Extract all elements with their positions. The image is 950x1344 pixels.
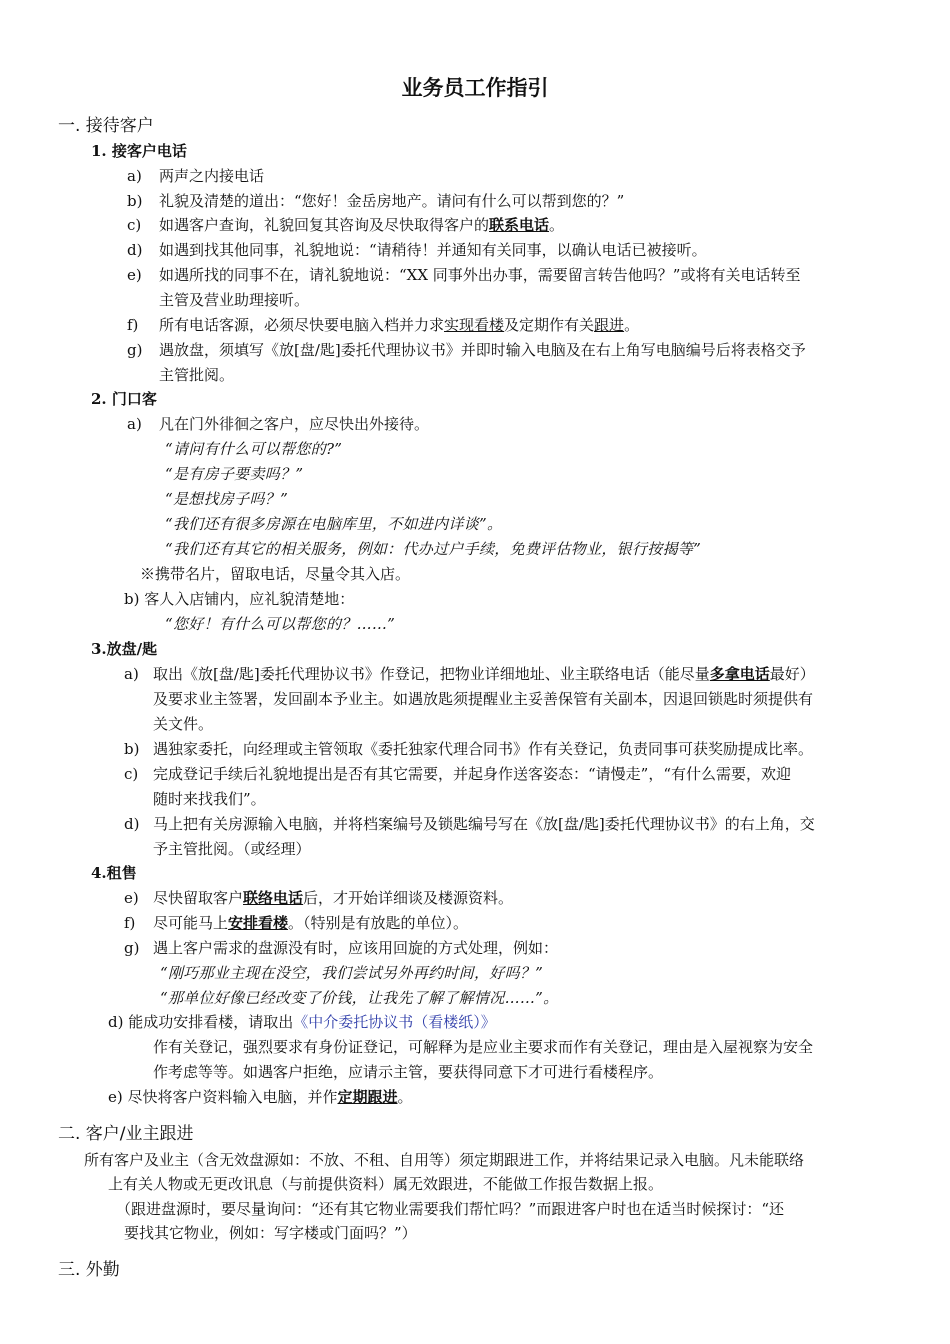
emphasis-more-phones: 多拿电话 — [709, 665, 770, 683]
script-quote: “刚巧那业主现在没空，我们尝试另外再约时间，好吗？” — [160, 964, 544, 982]
followup-para-line2: 上有关人物或无更改讯息（与前提供资料）属无效跟进，不能做工作报告数据上报。 — [108, 1175, 664, 1193]
emphasis-contact-phone: 联系电话 — [489, 216, 550, 234]
item-marker: c) — [124, 765, 139, 783]
text-span: 取出《放[盘/匙]委托代理协议书》作登记，把物业详细地址、业主联络电话（能尽量 — [153, 665, 710, 683]
item-marker: e) — [124, 889, 139, 907]
listing-item-c-line2: 随时来找我们”。 — [153, 790, 266, 808]
section-heading-followup: 二. 客户/业主跟进 — [58, 1124, 194, 1144]
text-span: 及定期作有关 — [504, 316, 595, 334]
item-marker: g) — [127, 341, 143, 359]
phone-item-a: 两声之内接电话 — [159, 167, 265, 185]
walkin-note: ※携带名片，留取电话，尽量令其入店。 — [140, 565, 411, 583]
phone-item-f — [159, 315, 639, 335]
rental-item-d-line3: 作考虑等等。如遇客户拒绝，应请示主管，要获得同意下才可进行看楼程序。 — [153, 1063, 664, 1081]
text-span: 。 — [624, 316, 640, 334]
script-quote: “我们还有很多房源在电脑库里，不如进内详谈”。 — [165, 515, 503, 533]
subheading-rental: 4.租售 — [91, 864, 137, 882]
item-marker: e) — [127, 266, 142, 284]
text-span: 尽快留取客户 — [153, 889, 244, 907]
text-span: 。（特别是有放匙的单位）。 — [288, 914, 469, 932]
rental-item-d — [108, 1012, 496, 1032]
emphasis-contact-phone: 联络电话 — [243, 889, 304, 907]
rental-item-d-line2: 作有关登记，强烈要求有身份证登记，可解释为是应业主要求而作有关登记，理由是入屋视察为安全 — [153, 1038, 814, 1056]
rental-item-f — [153, 913, 468, 933]
followup-para-line3: （跟进盘源时，要尽量询问：“还有其它物业需要我们帮忙吗？”而跟进客户时也在适当时候探讨：“还 — [116, 1200, 785, 1218]
item-marker: f) — [124, 914, 136, 932]
emphasis-regular-followup: 定期跟进 — [337, 1088, 398, 1106]
item-marker: b) — [124, 740, 140, 758]
text-span: 尽可能马上 — [153, 914, 229, 932]
rental-item-g: 遇上客户需求的盘源没有时，应该用回旋的方式处理，例如： — [153, 939, 559, 957]
text-span: 如遇客户查询，礼貌回复其咨询及尽快取得客户的 — [159, 216, 490, 234]
walkin-item-a: 凡在门外徘徊之客户，应尽快出外接待。 — [159, 415, 430, 433]
item-marker: a) — [127, 415, 142, 433]
subheading-listing: 3.放盘/匙 — [91, 640, 158, 658]
form-name-viewing-agreement: 《中介委托协议书（看楼纸）》 — [293, 1013, 496, 1031]
phone-item-g-line1: 遇放盘，须填写《放[盘/匙]委托代理协议书》并即时输入电脑及在右上角写电脑编号后将表格交予 — [159, 341, 806, 359]
script-quote: “您好！有什么可以帮您的？……” — [165, 615, 396, 633]
phone-item-b: 礼貌及清楚的道出：“您好！金岳房地产。请问有什么可以帮到您的？” — [159, 192, 625, 210]
subheading-phone: 1. 接客户电话 — [91, 142, 187, 160]
walkin-item-b: b) 客人入店铺内，应礼貌清楚地： — [124, 590, 355, 608]
item-marker: a) — [127, 167, 142, 185]
listing-item-d-line1: 马上把有关房源输入电脑，并将档案编号及锁匙编号写在《放[盘/匙]委托代理协议书》的右上角，交 — [153, 815, 815, 833]
underline-viewing: 实现看楼 — [444, 316, 505, 334]
item-marker: a) — [124, 665, 139, 683]
followup-para-line1: 所有客户及业主（含无效盘源如：不放、不租、自用等）须定期跟进工作，并将结果记录入电脑。凡未能联络 — [84, 1151, 805, 1169]
text-span: d) 能成功安排看楼，请取出 — [108, 1013, 294, 1031]
text-span: 。 — [549, 216, 565, 234]
phone-item-e-line1: 如遇所找的同事不在，请礼貌地说：“XX 同事外出办事，需要留言转告他吗？”或将有关电话转至 — [159, 266, 801, 284]
phone-item-e-line2: 主管及营业助理接听。 — [159, 291, 310, 309]
script-quote: “是有房子要卖吗？” — [165, 465, 304, 483]
emphasis-arrange-viewing: 安排看楼 — [228, 914, 289, 932]
listing-item-d-line2: 予主管批阅。（或经理） — [153, 840, 311, 858]
rental-item-e2 — [108, 1087, 413, 1107]
item-marker: g) — [124, 939, 140, 957]
listing-item-c-line1: 完成登记手续后礼貌地提出是否有其它需要，并起身作送客姿态：“请慢走”，“有什么需要，欢迎 — [153, 765, 792, 783]
page-title: 业务员工作指引 — [401, 76, 549, 100]
phone-item-c — [159, 215, 564, 235]
text-span: 后，才开始详细谈及楼源资料。 — [303, 889, 514, 907]
script-quote: “是想找房子吗？” — [165, 490, 289, 508]
script-quote: “我们还有其它的相关服务，例如：代办过户手续，免费评估物业，银行按揭等” — [165, 540, 702, 558]
listing-item-b: 遇独家委托，向经理或主管领取《委托独家代理合同书》作有关登记，负责同事可获奖励提成比率。 — [153, 740, 814, 758]
rental-item-e — [153, 888, 513, 908]
phone-item-d: 如遇到找其他同事，礼貌地说：“请稍待！并通知有关同事，以确认电话已被接听。 — [159, 241, 707, 259]
subheading-walkin: 2. 门口客 — [91, 390, 157, 408]
script-quote: “那单位好像已经改变了价钱，让我先了解了解情况……”。 — [160, 989, 559, 1007]
listing-item-a-line2: 及要求业主签署，发回副本予业主。如遇放匙须提醒业主妥善保管有关副本，因退回锁匙时须提供有 — [153, 690, 814, 708]
item-marker: b) — [127, 192, 143, 210]
listing-item-a-line1 — [153, 664, 815, 684]
text-span: 最好） — [769, 665, 815, 683]
section-heading-reception: 一. 接待客户 — [58, 116, 154, 136]
item-marker: f) — [127, 316, 139, 334]
phone-item-g-line2: 主管批阅。 — [159, 366, 235, 384]
item-marker: c) — [127, 216, 142, 234]
listing-item-a-line3: 关文件。 — [153, 715, 214, 733]
text-span: e) 尽快将客户资料输入电脑，并作 — [108, 1088, 338, 1106]
script-quote: “请问有什么可以帮您的?” — [165, 440, 343, 458]
item-marker: d) — [127, 241, 143, 259]
item-marker: d) — [124, 815, 140, 833]
followup-para-line4: 要找其它物业，例如：写字楼或门面吗？”） — [124, 1224, 417, 1242]
text-span: 。 — [397, 1088, 413, 1106]
section-heading-fieldwork: 三. 外勤 — [58, 1260, 120, 1280]
underline-followup: 跟进 — [594, 316, 625, 334]
text-span: 所有电话客源，必须尽快要电脑入档并力求 — [159, 316, 445, 334]
